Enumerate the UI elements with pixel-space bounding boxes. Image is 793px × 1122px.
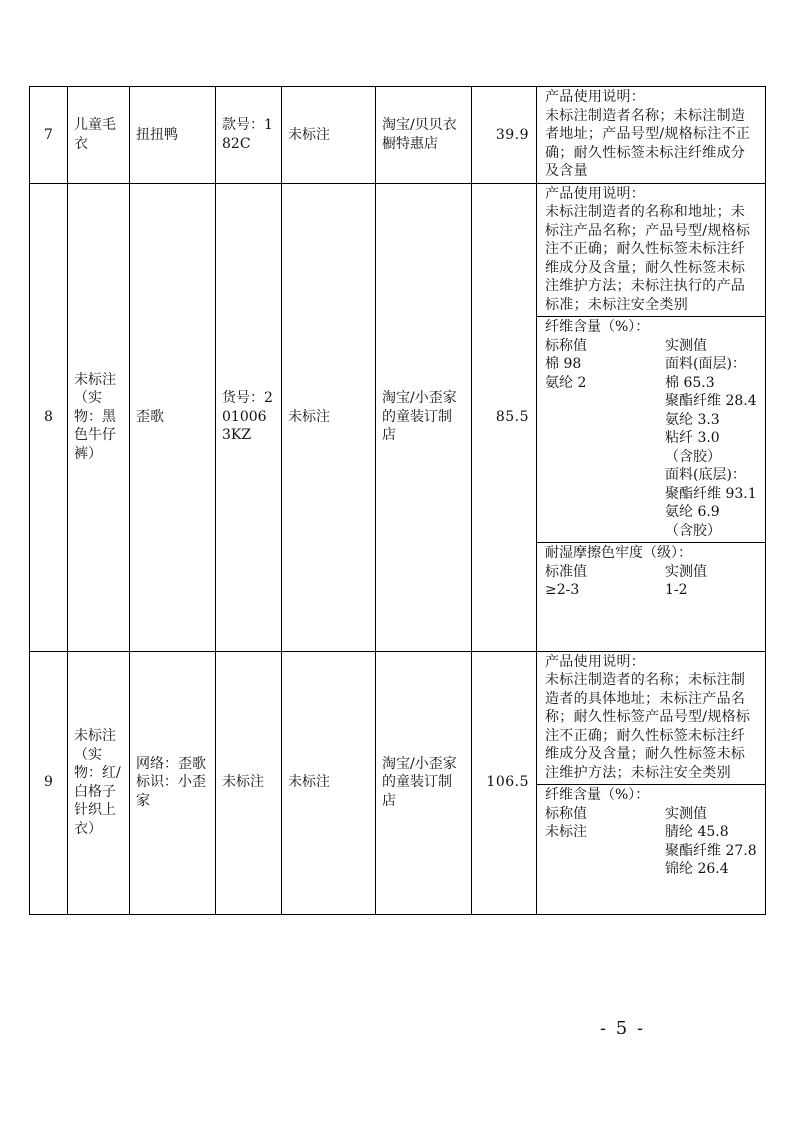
measured-value: 聚酯纤维 28.4 xyxy=(665,393,757,409)
notes-heading: 产品使用说明： xyxy=(545,89,646,105)
producer-cell: 未标注 xyxy=(282,87,376,184)
nominal-column xyxy=(545,337,665,541)
row-number: 8 xyxy=(30,183,68,651)
nominal-value: 棉 98 xyxy=(545,356,582,372)
measured-header: 实测值 xyxy=(665,805,707,822)
notes-text: 未标注制造者的名称和地址；未标注产品名称；产品号型/规格标注不正确；耐久性标签未标注纤维成分及含量；耐久性标签未标注维护方法；未标注执行的产品标准；未标注安全类别 xyxy=(545,204,751,313)
nominal-value: 未标注 xyxy=(545,824,587,840)
page-number: - 5 - xyxy=(600,1018,646,1039)
usage-notes xyxy=(537,652,765,785)
row-number: 7 xyxy=(30,87,68,184)
usage-notes xyxy=(537,184,765,317)
producer-cell: 未标注 xyxy=(282,183,376,651)
standard-header: 标准值 xyxy=(545,563,587,580)
measured-value: （含胶） xyxy=(665,522,721,539)
producer-cell: 未标注 xyxy=(282,651,376,914)
measured-value: 氨纶 6.9 xyxy=(665,504,720,520)
product-name: 未标注（实物：黑色牛仔裤） xyxy=(68,183,130,651)
notes-heading: 产品使用说明： xyxy=(545,653,646,670)
model-cell: 未标注 xyxy=(216,651,282,914)
measured-value: 面料(面层)： xyxy=(665,356,746,372)
shop-cell: 淘宝/小歪家的童装订制店 xyxy=(376,651,472,914)
measured-header: 实测值 xyxy=(665,563,707,580)
price-cell: 39.9 xyxy=(472,87,537,184)
fiber-content xyxy=(537,784,765,881)
measured-column xyxy=(665,563,757,600)
nominal-header: 标称值 xyxy=(545,805,587,822)
inspection-results-table xyxy=(29,86,766,915)
notes-text: 未标注制造者名称；未标注制造者地址；产品号型/规格标注不正确；耐久性标签未标注纤维成分及含量 xyxy=(545,107,751,179)
result-cell xyxy=(537,183,766,651)
measured-value: 氨纶 3.3 xyxy=(665,411,720,428)
model-cell: 款号：182C xyxy=(216,87,282,184)
measured-value: 面料(底层)： xyxy=(665,467,746,483)
measured-value: 锦纶 26.4 xyxy=(665,861,729,877)
brand-cell: 网络：歪歌 标识：小歪家 xyxy=(130,651,216,914)
measured-value: 聚酯纤维 93.1 xyxy=(665,485,757,502)
measured-value: 腈纶 45.8 xyxy=(665,824,729,840)
rub-heading: 耐湿摩擦色牢度（级）： xyxy=(545,545,692,561)
product-name: 儿童毛衣 xyxy=(68,87,130,184)
table-row xyxy=(30,87,766,184)
shop-cell: 淘宝/小歪家的童装订制店 xyxy=(376,183,472,651)
nominal-value: 氨纶 2 xyxy=(545,374,587,391)
measured-column xyxy=(665,337,757,541)
measured-column xyxy=(665,805,757,879)
measured-value: （含胶） xyxy=(665,448,721,465)
measured-value: 聚酯纤维 27.8 xyxy=(665,842,757,859)
measured-value: 1-2 xyxy=(665,582,688,598)
price-cell: 106.5 xyxy=(472,651,537,914)
model-cell: 货号：2010063KZ xyxy=(216,183,282,651)
result-cell xyxy=(537,87,766,184)
notes-text: 未标注制造者的名称；未标注制造者的具体地址；未标注产品名称；耐久性标签产品号型/规格标注不正确；耐久性标签未标注纤维成分及含量；耐久性标签未标注维护方法；未标注安全类别 xyxy=(545,672,751,781)
fiber-heading: 纤维含量（%）： xyxy=(545,787,650,803)
measured-value: 粘纤 3.0 xyxy=(665,430,720,446)
fiber-heading: 纤维含量（%）： xyxy=(545,319,650,335)
brand-cell: 扭扭鸭 xyxy=(130,87,216,184)
rub-fastness xyxy=(537,542,765,602)
brand-cell: 歪歌 xyxy=(130,183,216,651)
row-number: 9 xyxy=(30,651,68,914)
usage-notes xyxy=(537,87,765,183)
table-row xyxy=(30,183,766,651)
result-cell xyxy=(537,651,766,914)
fiber-content xyxy=(537,316,765,542)
standard-value: ≥2-3 xyxy=(545,582,580,598)
shop-cell: 淘宝/贝贝衣橱特惠店 xyxy=(376,87,472,184)
price-cell: 85.5 xyxy=(472,183,537,651)
measured-value: 棉 65.3 xyxy=(665,374,715,391)
nominal-header: 标称值 xyxy=(545,337,587,354)
notes-heading: 产品使用说明： xyxy=(545,185,646,202)
standard-column xyxy=(545,563,665,600)
product-name: 未标注（实物：红/白格子针织上衣） xyxy=(68,651,130,914)
table-row xyxy=(30,651,766,914)
nominal-column xyxy=(545,805,665,879)
measured-header: 实测值 xyxy=(665,337,707,354)
